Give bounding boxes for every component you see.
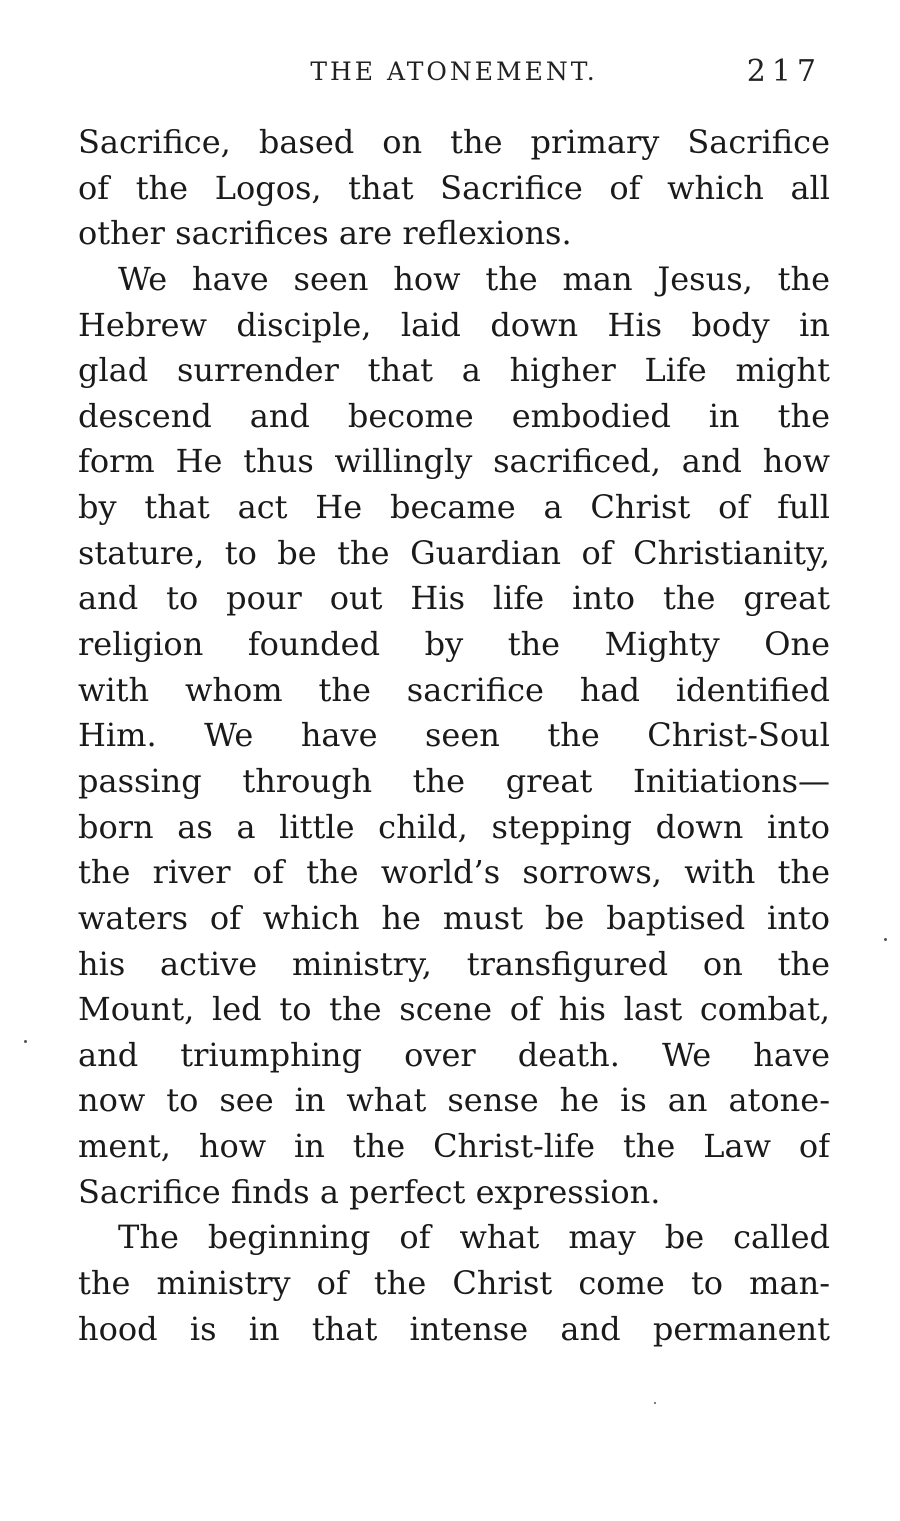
text-line: by that act He became a Christ of full xyxy=(78,488,830,527)
text-line: form He thus willingly sacrificed, and how xyxy=(78,442,830,481)
text-line: and triumphing over death. We have xyxy=(78,1035,830,1074)
text-line: stature, to be the Guardian of Christianity, xyxy=(78,533,830,572)
text-line: glad surrender that a higher Life might xyxy=(78,351,830,390)
body-text xyxy=(78,120,830,1352)
running-title: THE ATONEMENT. xyxy=(310,57,598,86)
text-line: his active ministry, transfigured on the xyxy=(78,944,830,983)
text-line: Him. We have seen the Christ-Soul xyxy=(78,716,830,755)
paragraph-first-line: We have seen how the man Jesus, the xyxy=(118,259,830,298)
text-line: descend and become embodied in the xyxy=(78,396,830,435)
text-line: passing through the great Initiations— xyxy=(78,761,830,800)
text-line: ment, how in the Christ-life the Law of xyxy=(78,1127,830,1166)
text-line: the river of the world’s sorrows, with the xyxy=(78,853,830,892)
text-line: other sacrifices are reflexions. xyxy=(78,214,572,253)
text-line: with whom the sacrifice had identified xyxy=(78,670,830,709)
paper-speck xyxy=(884,938,887,941)
text-line: now to see in what sense he is an atone- xyxy=(78,1081,830,1120)
text-line: waters of which he must be baptised into xyxy=(78,898,830,937)
text-line: religion founded by the Mighty One xyxy=(78,625,830,664)
text-line: Sacrifice finds a perfect expression. xyxy=(78,1172,661,1211)
text-line: hood is in that intense and permanent xyxy=(78,1309,830,1348)
paragraph-first-line: The beginning of what may be called xyxy=(118,1218,830,1257)
page-number: 217 xyxy=(746,54,822,89)
running-head xyxy=(78,52,830,92)
text-line: Mount, led to the scene of his last combat, xyxy=(78,990,830,1029)
text-line: and to pour out His life into the great xyxy=(78,579,830,618)
text-line: Hebrew disciple, laid down His body in xyxy=(78,305,830,344)
paper-speck xyxy=(24,1040,27,1043)
text-line: Sacrifice, based on the primary Sacrifice xyxy=(78,123,830,161)
text-line: the ministry of the Christ come to man- xyxy=(78,1264,830,1303)
text-line: of the Logos, that Sacrifice of which all xyxy=(78,168,830,207)
text-line: born as a little child, stepping down into xyxy=(78,807,830,846)
paper-speck xyxy=(654,1402,656,1404)
